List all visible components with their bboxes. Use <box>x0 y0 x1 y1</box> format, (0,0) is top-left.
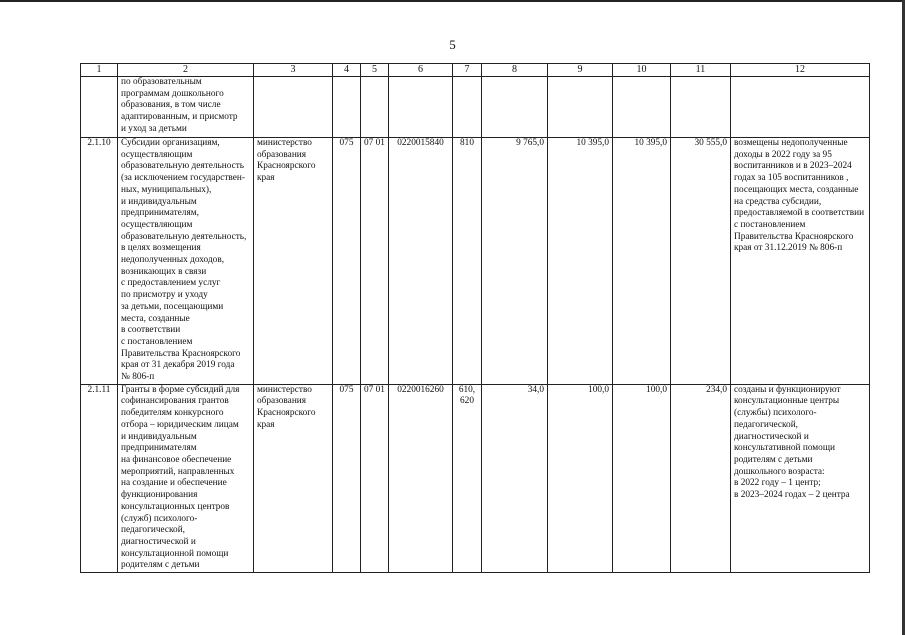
row-vr: 810 <box>453 138 482 385</box>
row-id: 2.1.10 <box>81 138 118 385</box>
row-description: по образовательным программам дошкольного образования, в том числе адаптированным, и присмотр и уход за детьми <box>118 77 254 138</box>
col-header-4: 4 <box>333 64 361 77</box>
row-vr: 610, 620 <box>453 384 482 572</box>
row-2024: 100,0 <box>613 384 671 572</box>
row-csr <box>389 77 453 138</box>
row-2022: 9 765,0 <box>482 138 548 385</box>
row-csr: 0220015840 <box>389 138 453 385</box>
row-id <box>81 77 118 138</box>
row-result: созданы и функционируют консультационные центры (службы) психолого- педагогической, диагностической и консультативной помощи родителям с детьми дошкольного возраста: в 2022 году – 1 центр; в 2023–2024 годах – 2 центра <box>731 384 870 572</box>
row-rzpr: 07 01 <box>361 138 389 385</box>
col-header-9: 9 <box>548 64 613 77</box>
table-row-2-1-10 <box>81 138 870 385</box>
row-grbs: 075 <box>333 384 361 572</box>
row-rzpr <box>361 77 389 138</box>
row-2023: 100,0 <box>548 384 613 572</box>
row-description: Гранты в форме субсидий для софинансирования грантов победителям конкурсного отбора – юридическим лицам и индивидуальным предпринимателям на финансовое обеспечение мероприятий, направленных на создание и обеспечение функционирования консультационных центров (служб) психолого- педагогической, диагностической и консультационной помощи родителям с детьми <box>118 384 254 572</box>
col-header-10: 10 <box>613 64 671 77</box>
row-2024: 10 395,0 <box>613 138 671 385</box>
row-ministry: министерство образования Красноярского края <box>254 384 333 572</box>
page-number: 5 <box>449 37 456 52</box>
col-header-5: 5 <box>361 64 389 77</box>
column-header-row <box>81 64 870 77</box>
row-total: 30 555,0 <box>671 138 731 385</box>
budget-table <box>80 63 870 573</box>
row-id: 2.1.11 <box>81 384 118 572</box>
row-ministry <box>254 77 333 138</box>
row-result: возмещены недополученные доходы в 2022 году за 95 воспитанников и в 2023–2024 годах за 105 воспитанников , посещающих места, созданные на средства субсидии, предоставляемой в соответствии с постановлением Правительства Красноярского края от 31.12.2019 № 806-п <box>731 138 870 385</box>
row-2023 <box>548 77 613 138</box>
row-total <box>671 77 731 138</box>
row-2022 <box>482 77 548 138</box>
col-header-7: 7 <box>453 64 482 77</box>
row-grbs <box>333 77 361 138</box>
row-vr <box>453 77 482 138</box>
row-description: Субсидии организациям, осуществляющим образовательную деятельность (за исключением государствен- ных, муниципальных), и индивидуальным предпринимателям, осуществляющим образовательную деятельность, в целях возмещения недополученных доходов, возникающих в связи с предоставлением услуг по присмотру и уходу за детьми, посещающими места, созданные в соответствии с постановлением Правительства Красноярского края от 31 декабря 2019 года № 806-п <box>118 138 254 385</box>
col-header-6: 6 <box>389 64 453 77</box>
row-grbs: 075 <box>333 138 361 385</box>
col-header-2: 2 <box>118 64 254 77</box>
col-header-12: 12 <box>731 64 870 77</box>
col-header-1: 1 <box>81 64 118 77</box>
table-row-continuation <box>81 77 870 138</box>
page-top-edge <box>0 0 905 2</box>
col-header-8: 8 <box>482 64 548 77</box>
col-header-11: 11 <box>671 64 731 77</box>
row-csr: 0220016260 <box>389 384 453 572</box>
row-result <box>731 77 870 138</box>
row-ministry: министерство образования Красноярского края <box>254 138 333 385</box>
table-row-2-1-11 <box>81 384 870 572</box>
row-2024 <box>613 77 671 138</box>
row-total: 234,0 <box>671 384 731 572</box>
col-header-3: 3 <box>254 64 333 77</box>
row-2023: 10 395,0 <box>548 138 613 385</box>
row-rzpr: 07 01 <box>361 384 389 572</box>
row-2022: 34,0 <box>482 384 548 572</box>
